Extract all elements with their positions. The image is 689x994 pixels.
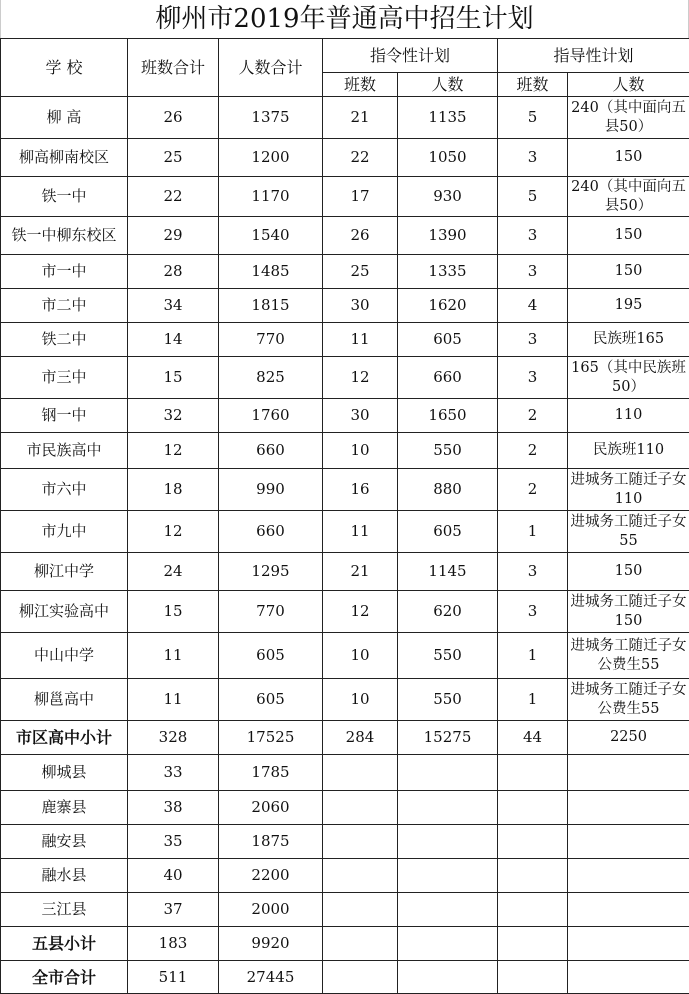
cell-school: 柳江中学 bbox=[1, 553, 128, 591]
table-row bbox=[1, 859, 689, 893]
cell-people: 27445 bbox=[219, 961, 323, 994]
table-row bbox=[1, 825, 689, 859]
header-directive-plan: 指令性计划 bbox=[323, 39, 498, 73]
cell-school: 市区高中小计 bbox=[1, 721, 128, 755]
header-guidance-plan: 指导性计划 bbox=[498, 39, 689, 73]
cell-g-classes: 2 bbox=[498, 399, 568, 433]
cell-school: 融水县 bbox=[1, 859, 128, 893]
table-row bbox=[1, 255, 689, 289]
cell-d-people: 880 bbox=[398, 469, 498, 511]
cell-d-people: 620 bbox=[398, 591, 498, 633]
cell-d-classes: 12 bbox=[323, 591, 398, 633]
cell-d-classes: 25 bbox=[323, 255, 398, 289]
cell-people: 660 bbox=[219, 433, 323, 469]
cell-d-people: 550 bbox=[398, 433, 498, 469]
cell-school: 中山中学 bbox=[1, 633, 128, 679]
cell-people: 990 bbox=[219, 469, 323, 511]
cell-people: 1170 bbox=[219, 177, 323, 217]
cell-classes: 38 bbox=[128, 791, 219, 825]
cell-d-classes: 21 bbox=[323, 553, 398, 591]
cell-g-people: 民族班165 bbox=[568, 323, 689, 357]
cell-g-people: 进城务工随迁子女公费生55 bbox=[568, 633, 689, 679]
cell-g-people: 进城务工随迁子女150 bbox=[568, 591, 689, 633]
cell-d-people bbox=[398, 927, 498, 961]
table-row bbox=[1, 927, 689, 961]
cell-school: 铁一中柳东校区 bbox=[1, 217, 128, 255]
cell-d-classes: 30 bbox=[323, 289, 398, 323]
table-row bbox=[1, 961, 689, 994]
table-row bbox=[1, 323, 689, 357]
cell-g-people: 进城务工随迁子女55 bbox=[568, 511, 689, 553]
cell-g-classes: 1 bbox=[498, 511, 568, 553]
cell-classes: 37 bbox=[128, 893, 219, 927]
cell-g-classes: 3 bbox=[498, 255, 568, 289]
cell-d-classes: 11 bbox=[323, 323, 398, 357]
cell-people: 17525 bbox=[219, 721, 323, 755]
cell-school: 市九中 bbox=[1, 511, 128, 553]
cell-school: 市三中 bbox=[1, 357, 128, 399]
table-row bbox=[1, 755, 689, 791]
table-row bbox=[1, 679, 689, 721]
cell-d-classes: 30 bbox=[323, 399, 398, 433]
cell-g-people: 240（其中面向五县50） bbox=[568, 177, 689, 217]
table-row bbox=[1, 177, 689, 217]
cell-school: 铁二中 bbox=[1, 323, 128, 357]
cell-d-classes bbox=[323, 859, 398, 893]
cell-g-people: 民族班110 bbox=[568, 433, 689, 469]
cell-g-people: 150 bbox=[568, 139, 689, 177]
cell-g-classes: 2 bbox=[498, 433, 568, 469]
cell-g-people bbox=[568, 791, 689, 825]
cell-d-people: 1620 bbox=[398, 289, 498, 323]
cell-d-people: 1050 bbox=[398, 139, 498, 177]
cell-g-classes: 3 bbox=[498, 357, 568, 399]
cell-classes: 11 bbox=[128, 633, 219, 679]
header-guidance-people: 人数 bbox=[568, 73, 689, 97]
cell-g-people bbox=[568, 893, 689, 927]
cell-people: 1785 bbox=[219, 755, 323, 791]
cell-g-classes: 5 bbox=[498, 97, 568, 139]
header-class-total: 班数合计 bbox=[128, 39, 219, 97]
cell-d-people: 1145 bbox=[398, 553, 498, 591]
cell-classes: 18 bbox=[128, 469, 219, 511]
cell-d-people: 660 bbox=[398, 357, 498, 399]
cell-classes: 24 bbox=[128, 553, 219, 591]
table-row bbox=[1, 553, 689, 591]
cell-g-classes: 3 bbox=[498, 139, 568, 177]
enrollment-table bbox=[0, 38, 689, 994]
cell-g-people: 2250 bbox=[568, 721, 689, 755]
cell-g-people bbox=[568, 825, 689, 859]
cell-people: 1200 bbox=[219, 139, 323, 177]
cell-people: 1875 bbox=[219, 825, 323, 859]
cell-g-people: 150 bbox=[568, 255, 689, 289]
cell-d-classes: 22 bbox=[323, 139, 398, 177]
cell-classes: 15 bbox=[128, 591, 219, 633]
cell-d-people: 550 bbox=[398, 633, 498, 679]
cell-people: 605 bbox=[219, 679, 323, 721]
cell-d-people bbox=[398, 859, 498, 893]
table-row bbox=[1, 357, 689, 399]
cell-school: 三江县 bbox=[1, 893, 128, 927]
table-row bbox=[1, 721, 689, 755]
cell-d-people: 930 bbox=[398, 177, 498, 217]
cell-people: 1760 bbox=[219, 399, 323, 433]
cell-school: 柳 高 bbox=[1, 97, 128, 139]
cell-classes: 12 bbox=[128, 433, 219, 469]
cell-g-people: 150 bbox=[568, 217, 689, 255]
cell-d-classes: 10 bbox=[323, 633, 398, 679]
cell-d-classes: 26 bbox=[323, 217, 398, 255]
header-people-total: 人数合计 bbox=[219, 39, 323, 97]
header-school: 学 校 bbox=[1, 39, 128, 97]
cell-people: 2000 bbox=[219, 893, 323, 927]
cell-classes: 25 bbox=[128, 139, 219, 177]
cell-d-people: 605 bbox=[398, 323, 498, 357]
cell-classes: 328 bbox=[128, 721, 219, 755]
cell-g-classes: 3 bbox=[498, 553, 568, 591]
cell-g-classes: 44 bbox=[498, 721, 568, 755]
table-row bbox=[1, 433, 689, 469]
cell-g-people: 195 bbox=[568, 289, 689, 323]
cell-g-classes: 1 bbox=[498, 633, 568, 679]
cell-classes: 29 bbox=[128, 217, 219, 255]
table-row bbox=[1, 399, 689, 433]
cell-d-people: 1390 bbox=[398, 217, 498, 255]
cell-people: 605 bbox=[219, 633, 323, 679]
table-row bbox=[1, 893, 689, 927]
table-row bbox=[1, 289, 689, 323]
cell-g-people bbox=[568, 755, 689, 791]
table-row bbox=[1, 591, 689, 633]
table-row bbox=[1, 633, 689, 679]
cell-g-people: 进城务工随迁子女公费生55 bbox=[568, 679, 689, 721]
cell-d-people bbox=[398, 825, 498, 859]
cell-school: 柳邕高中 bbox=[1, 679, 128, 721]
table-row bbox=[1, 791, 689, 825]
cell-classes: 12 bbox=[128, 511, 219, 553]
cell-people: 660 bbox=[219, 511, 323, 553]
cell-d-classes: 12 bbox=[323, 357, 398, 399]
cell-school: 五县小计 bbox=[1, 927, 128, 961]
cell-people: 1295 bbox=[219, 553, 323, 591]
cell-classes: 511 bbox=[128, 961, 219, 994]
cell-d-classes: 284 bbox=[323, 721, 398, 755]
cell-school: 融安县 bbox=[1, 825, 128, 859]
cell-d-classes: 10 bbox=[323, 679, 398, 721]
cell-d-classes bbox=[323, 791, 398, 825]
table-row bbox=[1, 139, 689, 177]
page-title: 柳州市2019年普通高中招生计划 bbox=[0, 0, 689, 38]
cell-d-people bbox=[398, 961, 498, 994]
cell-g-classes bbox=[498, 961, 568, 994]
header-guidance-classes: 班数 bbox=[498, 73, 568, 97]
cell-people: 2060 bbox=[219, 791, 323, 825]
cell-g-people: 150 bbox=[568, 553, 689, 591]
cell-school: 全市合计 bbox=[1, 961, 128, 994]
cell-school: 市民族高中 bbox=[1, 433, 128, 469]
header-directive-classes: 班数 bbox=[323, 73, 398, 97]
table-row bbox=[1, 97, 689, 139]
cell-g-people: 240（其中面向五县50） bbox=[568, 97, 689, 139]
cell-people: 1815 bbox=[219, 289, 323, 323]
cell-school: 柳高柳南校区 bbox=[1, 139, 128, 177]
cell-g-classes: 5 bbox=[498, 177, 568, 217]
cell-g-classes: 3 bbox=[498, 591, 568, 633]
cell-g-people bbox=[568, 961, 689, 994]
cell-classes: 33 bbox=[128, 755, 219, 791]
cell-d-classes: 21 bbox=[323, 97, 398, 139]
cell-d-classes bbox=[323, 755, 398, 791]
cell-people: 1485 bbox=[219, 255, 323, 289]
cell-classes: 183 bbox=[128, 927, 219, 961]
cell-d-classes: 16 bbox=[323, 469, 398, 511]
cell-g-classes: 2 bbox=[498, 469, 568, 511]
cell-g-people: 110 bbox=[568, 399, 689, 433]
cell-school: 柳江实验高中 bbox=[1, 591, 128, 633]
cell-d-classes bbox=[323, 961, 398, 994]
cell-classes: 11 bbox=[128, 679, 219, 721]
cell-classes: 28 bbox=[128, 255, 219, 289]
cell-people: 1375 bbox=[219, 97, 323, 139]
cell-d-people: 550 bbox=[398, 679, 498, 721]
cell-d-people: 605 bbox=[398, 511, 498, 553]
cell-people: 1540 bbox=[219, 217, 323, 255]
cell-school: 钢一中 bbox=[1, 399, 128, 433]
cell-d-people bbox=[398, 893, 498, 927]
cell-g-classes: 4 bbox=[498, 289, 568, 323]
cell-d-people: 1135 bbox=[398, 97, 498, 139]
cell-g-classes: 3 bbox=[498, 323, 568, 357]
cell-d-people: 15275 bbox=[398, 721, 498, 755]
cell-classes: 14 bbox=[128, 323, 219, 357]
cell-school: 市二中 bbox=[1, 289, 128, 323]
cell-d-people bbox=[398, 791, 498, 825]
header-directive-people: 人数 bbox=[398, 73, 498, 97]
cell-people: 2200 bbox=[219, 859, 323, 893]
cell-classes: 26 bbox=[128, 97, 219, 139]
table-row bbox=[1, 217, 689, 255]
cell-g-classes bbox=[498, 893, 568, 927]
cell-school: 柳城县 bbox=[1, 755, 128, 791]
cell-d-classes bbox=[323, 825, 398, 859]
cell-g-classes bbox=[498, 825, 568, 859]
cell-g-classes: 1 bbox=[498, 679, 568, 721]
cell-d-classes bbox=[323, 927, 398, 961]
cell-classes: 35 bbox=[128, 825, 219, 859]
cell-g-classes bbox=[498, 791, 568, 825]
table-row bbox=[1, 469, 689, 511]
cell-g-classes bbox=[498, 859, 568, 893]
cell-people: 825 bbox=[219, 357, 323, 399]
cell-g-people bbox=[568, 927, 689, 961]
cell-g-people bbox=[568, 859, 689, 893]
cell-people: 770 bbox=[219, 591, 323, 633]
cell-g-classes bbox=[498, 927, 568, 961]
cell-school: 市一中 bbox=[1, 255, 128, 289]
cell-g-classes bbox=[498, 755, 568, 791]
cell-classes: 40 bbox=[128, 859, 219, 893]
cell-classes: 34 bbox=[128, 289, 219, 323]
cell-people: 9920 bbox=[219, 927, 323, 961]
cell-classes: 32 bbox=[128, 399, 219, 433]
cell-d-classes: 17 bbox=[323, 177, 398, 217]
cell-d-people: 1650 bbox=[398, 399, 498, 433]
cell-school: 鹿寨县 bbox=[1, 791, 128, 825]
cell-d-people: 1335 bbox=[398, 255, 498, 289]
cell-d-classes bbox=[323, 893, 398, 927]
cell-classes: 22 bbox=[128, 177, 219, 217]
cell-d-classes: 11 bbox=[323, 511, 398, 553]
cell-school: 市六中 bbox=[1, 469, 128, 511]
table-body bbox=[1, 97, 689, 994]
cell-g-people: 进城务工随迁子女110 bbox=[568, 469, 689, 511]
cell-d-people bbox=[398, 755, 498, 791]
cell-people: 770 bbox=[219, 323, 323, 357]
cell-school: 铁一中 bbox=[1, 177, 128, 217]
cell-d-classes: 10 bbox=[323, 433, 398, 469]
cell-g-people: 165（其中民族班50） bbox=[568, 357, 689, 399]
table-row bbox=[1, 511, 689, 553]
cell-g-classes: 3 bbox=[498, 217, 568, 255]
cell-classes: 15 bbox=[128, 357, 219, 399]
